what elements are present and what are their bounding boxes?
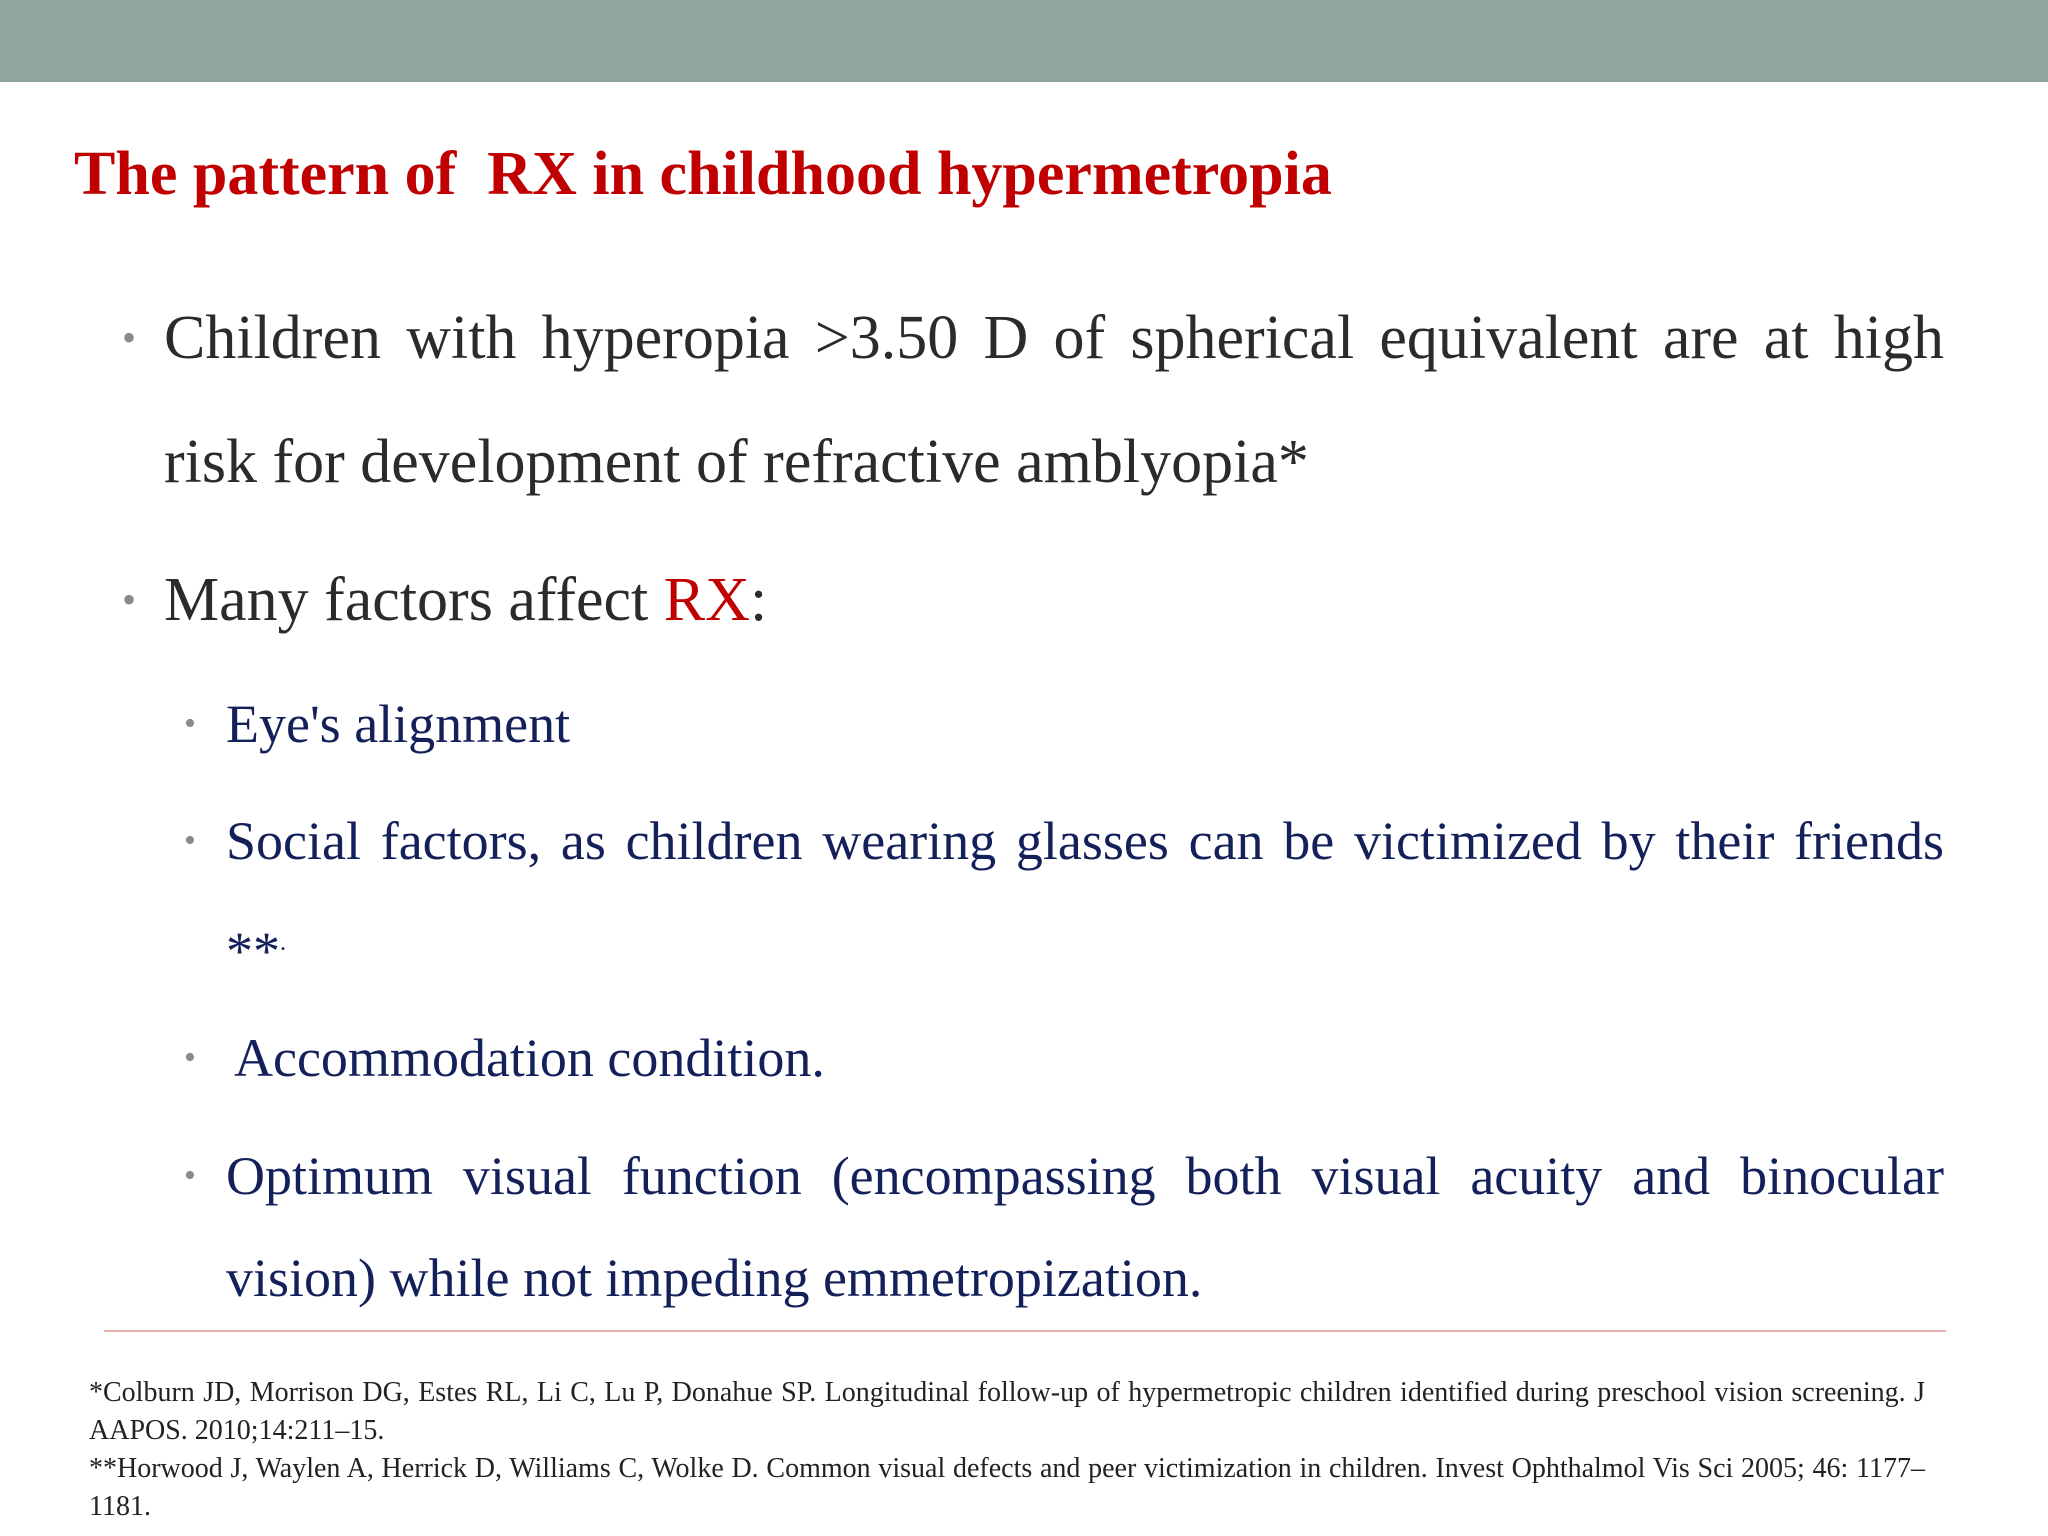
rx-highlight: RX — [663, 566, 750, 634]
subbullet-dot-icon: • — [184, 1039, 196, 1076]
subbullet-text: Optimum visual function (encompassing both visual acuity and binocular vision) while not impeding emmetropization. — [226, 1146, 1944, 1308]
superscript-dot: . — [280, 930, 286, 956]
reference-1: *Colburn JD, Morrison DG, Estes RL, Li C, Lu P, Donahue SP. Longitudinal follow-up of hypermetropic children identified during preschool vision screening. J AAPOS. 2010;14:211–15. — [89, 1377, 1925, 1446]
bullet-hyperopia-risk — [122, 276, 1944, 524]
top-color-band — [0, 0, 2048, 82]
bullet-prefix: Many factors affect — [164, 566, 664, 634]
slide-title: The pattern of RX in childhood hypermetropia — [74, 140, 1332, 208]
subbullet-text: Accommodation condition. — [234, 1028, 825, 1088]
subbullet-dot-icon: • — [184, 705, 196, 742]
bullet-text: Children with hyperopia >3.50 D of spherical equivalent are at high risk for development of refractive amblyopia* — [164, 304, 1944, 496]
footnote-divider — [104, 1330, 1946, 1332]
subbullet-dot-icon: • — [184, 822, 196, 859]
references — [89, 1374, 1925, 1526]
reference-2: **Horwood J, Waylen A, Herrick D, Williams C, Wolke D. Common visual defects and peer victimization in children. Invest Ophthalmol Vis Sci 2005; 46: 1177–1181. — [89, 1453, 1925, 1522]
bullet-dot-icon: • — [122, 315, 137, 360]
subbullet-text: Social factors, as children wearing glasses can be victimized by their friends ** — [226, 811, 1944, 981]
subbullet-accommodation — [184, 1007, 1944, 1109]
subbullet-text: Eye's alignment — [226, 694, 571, 754]
bullet-suffix: : — [749, 566, 768, 634]
bullet-factors-affect-rx — [122, 538, 1944, 662]
subbullet-optimum-visual-function — [184, 1125, 1944, 1329]
bullet-dot-icon: • — [122, 577, 137, 622]
subbullet-dot-icon: • — [184, 1157, 196, 1194]
subbullet-social-factors — [184, 790, 1944, 1002]
subbullet-eye-alignment — [184, 673, 1944, 775]
